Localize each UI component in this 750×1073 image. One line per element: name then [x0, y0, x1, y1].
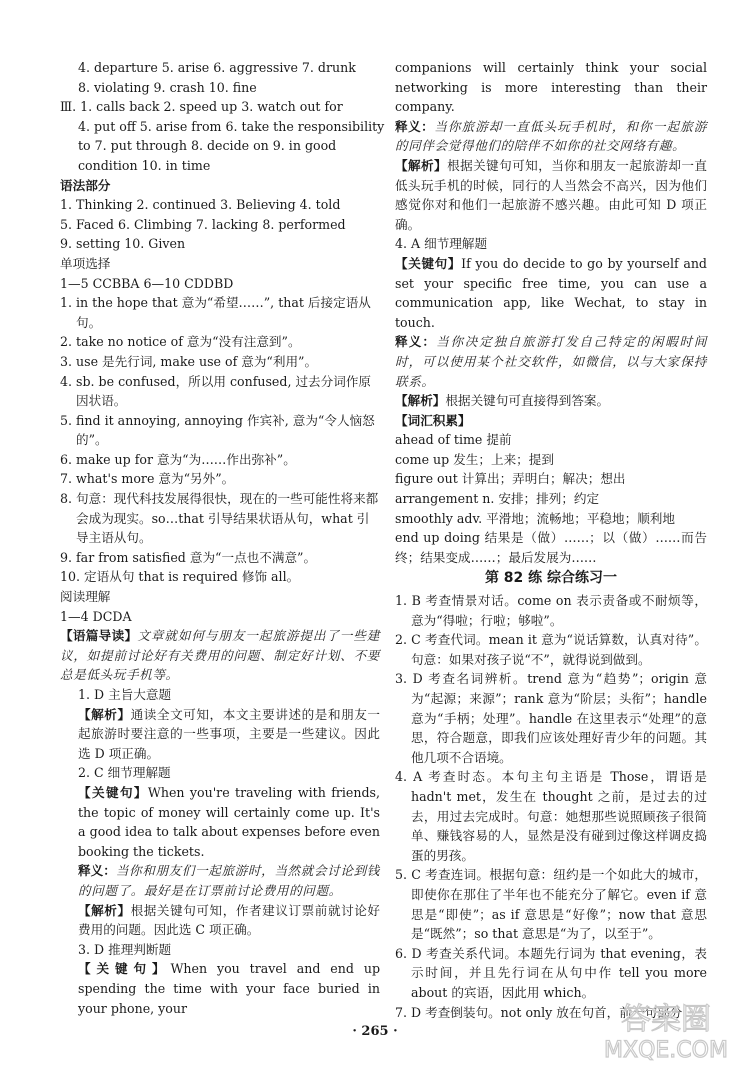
guide-label: 【语篇导读】: [60, 628, 138, 644]
exercise-item: 5. C 考查连词。根据句意：纽约是一个如此大的城市，即使你在那住了半年也不能充分了解它。even if 意思是“即使”；as if 意思是“好像”；now that 意思是“既然”；so that 意思是“为了，以至于”。: [395, 867, 707, 942]
q1-analysis: [60, 705, 380, 764]
watermark-logo: [596, 995, 736, 1065]
q2-key: [60, 783, 380, 861]
mc-note: 1. in the hope that 意为“希望……”, that 后接定语从句。: [60, 295, 371, 330]
analysis-label: 【解析】: [78, 706, 131, 722]
vocab-line: 4. departure 5. arise 6. aggressive 7. drunk: [78, 60, 356, 75]
grammar-line: 9. setting 10. Given: [60, 236, 186, 252]
page-number: · 265 ·: [352, 1024, 398, 1039]
analysis-text: 根据关键句可直接得到答案。: [445, 393, 610, 409]
mc-note: 3. use 是先行词, make use of 意为“利用”。: [60, 353, 318, 369]
exercise-item: 7. D 考查倒装句。not only 放在句首，前一句部分: [395, 1004, 683, 1020]
translation-text: 当你旅游却一直低头玩手机时，和你一起旅游的同伴会觉得他们的陪伴不如你的社交网络有趣。: [395, 118, 708, 154]
exercise-item: 3. D 考查名词辨析。trend 意为“趋势”；origin 意为“起源；来源”；rank 意为“阶层；头衔”；handle 意为“手柄；处理”。handle 在这里表示“处理”的意思，符合题意，即我们应该处理好青少年的问题。其他几项不合语境。: [395, 671, 707, 765]
q3-analysis: [395, 156, 707, 234]
watermark-text-top: 答案圈: [621, 1002, 711, 1037]
part3-line: 4. put off 5. arise from 6. take the responsibility: [78, 118, 385, 134]
translation-label: 释义：: [395, 334, 437, 350]
mc-answers: 1—5 CCBBA 6—10 CDDBD: [60, 275, 234, 291]
q2-translation: [60, 861, 380, 900]
right-column: [395, 58, 707, 1022]
exercise-item: 1. B 考查情景对话。come on 表示责备或不耐烦等，意为“得啦；行啦；够啦”。: [395, 593, 707, 628]
vocab-item: arrangement n. 安排；排列；约定: [395, 491, 600, 507]
exercise-item: 2. C 考查代词。mean it 意为“说话算数，认真对待”。句意：如果对孩子说“不”，就得说到做到。: [395, 632, 707, 667]
part3-line: to 7. put through 8. decide on 9. in good: [78, 138, 337, 154]
mc-note: 9. far from satisfied 意为“一点也不满意”。: [60, 549, 317, 565]
question-title: 4. A 细节理解题: [395, 236, 488, 252]
grammar-line: 1. Thinking 2. continued 3. Believing 4. told: [60, 197, 341, 213]
q4-analysis: [395, 391, 707, 411]
vocab-heading: 【词汇积累】: [395, 412, 471, 428]
key-label: 【关键句】: [78, 784, 148, 800]
q4-translation: [395, 332, 707, 391]
key-text: If you do decide to go by yourself and set your specific free time, you can use a communication app, like Wechat, to stay in touch.: [395, 255, 707, 330]
key-text: When you're traveling with friends, the topic of money will certainly come up. It's a good idea to talk about expenses before even booking the tickets.: [78, 784, 380, 859]
vocab-item: figure out 计算出；弄明白；解决；想出: [395, 471, 626, 487]
left-column: [60, 58, 385, 1018]
vocab-item: end up doing 结果是（做）……；以（做）……而告终；结果变成……；最后发展为……: [395, 530, 707, 565]
part3-line: condition 10. in time: [78, 157, 211, 173]
exercise-item: 4. A 考查时态。本句主句主语是 Those，谓语是 hadn't met，发生在 thought 之前，是过去的过去，用过去完成时。句意：她想那些说照顾孩子很简单、赚钱容易的人，显然是没有碰到过像这样调皮捣蛋的男孩。: [395, 769, 707, 863]
analysis-label: 【解析】: [78, 902, 131, 918]
translation-label: 释义：: [78, 863, 116, 879]
q3-key-continued: companions will certainly think your social networking is more interesting than their company.: [395, 60, 707, 115]
mc-note: 4. sb. be confused，所以用 confused, 过去分词作原因状语。: [60, 373, 372, 409]
reading-heading: 阅读理解: [60, 589, 111, 605]
analysis-label: 【解析】: [395, 393, 446, 409]
q2-analysis: [60, 901, 380, 940]
grammar-heading: 语法部分: [60, 177, 111, 193]
translation-text: 当你决定独自旅游打发自己特定的闲暇时间时，可以使用某个社交软件，如微信，以与大家保持联系。: [395, 334, 708, 389]
section-title: 第 82 练 综合练习一: [484, 570, 618, 587]
guide-text: 文章就如何与朋友一起旅游提出了一些建议，如提前讨论好有关费用的问题、制定好计划、不要总是低头玩手机等。: [60, 628, 380, 683]
grammar-line: 5. Faced 6. Climbing 7. lacking 8. performed: [60, 216, 346, 232]
exercise-item: 6. D 考查关系代词。本题先行词为 that evening，表示时间，并且先行词在从句中作 tell you more about 的宾语，因此用 which。: [395, 945, 707, 1000]
vocab-item: come up 发生；上来；提到: [395, 451, 554, 467]
analysis-text: 根据关键句可知，当你和朋友一起旅游却一直低头玩手机的时候，同行的人当然会不高兴，因为他们感觉你对和他们一起旅游不感兴趣。由此可知 D 项正确。: [395, 157, 708, 232]
key-text: When you travel and end up spending the time with your face buried in your phone, your: [78, 961, 381, 1016]
q4-key: [395, 254, 707, 332]
mc-note: 5. find it annoying, annoying 作宾补, 意为“令人恼怒的”。: [60, 412, 375, 448]
mc-note: 2. take no notice of 意为“没有注意到”。: [60, 334, 301, 350]
key-label: 【关键句】: [395, 255, 462, 271]
vocab-item: ahead of time 提前: [395, 432, 512, 448]
analysis-label: 【解析】: [395, 157, 448, 173]
vocab-item: smoothly adv. 平滑地；流畅地；平稳地；顺利地: [395, 510, 675, 526]
reading-answers: 1—4 DCDA: [60, 608, 132, 624]
key-label: 【关键句】: [78, 961, 171, 977]
watermark-text-bottom: MXQE.COM: [604, 1038, 728, 1063]
mc-note: 7. what's more 意为“另外”。: [60, 471, 235, 487]
part3-line: Ⅲ. 1. calls back 2. speed up 3. watch out for: [60, 99, 343, 115]
mc-note: 10. 定语从句 that is required 修饰 all。: [60, 569, 300, 585]
translation-text: 当你和朋友们一起旅游时，当然就会讨论到钱的问题了。最好是在订票前讨论费用的问题。: [78, 863, 380, 898]
question-title: 3. D 推理判断题: [78, 941, 172, 957]
question-title: 2. C 细节理解题: [78, 765, 171, 781]
mc-heading: 单项选择: [60, 255, 111, 271]
q3-translation: [395, 117, 707, 156]
q3-key: [60, 959, 380, 1018]
translation-label: 释义：: [395, 118, 435, 134]
question-title: 1. D 主旨大意题: [78, 687, 172, 702]
analysis-text: 根据关键句可知，作者建议订票前就讨论好费用的问题。因此选 C 项正确。: [78, 902, 381, 938]
mc-note: 8. 句意：现代科技发展得很快，现在的一些可能性将来都会成为现实。so…that 引导结果状语从句，what 引导主语从句。: [60, 491, 379, 546]
reading-guide: [60, 626, 380, 685]
mc-note: 6. make up for 意为“为……作出弥补”。: [60, 451, 296, 467]
vocab-line: 8. violating 9. crash 10. fine: [78, 79, 257, 95]
analysis-text: 通读全文可知，本文主要讲述的是和朋友一起旅游时要注意的一些事项，主要是一些建议。因此选 D 项正确。: [78, 706, 381, 761]
